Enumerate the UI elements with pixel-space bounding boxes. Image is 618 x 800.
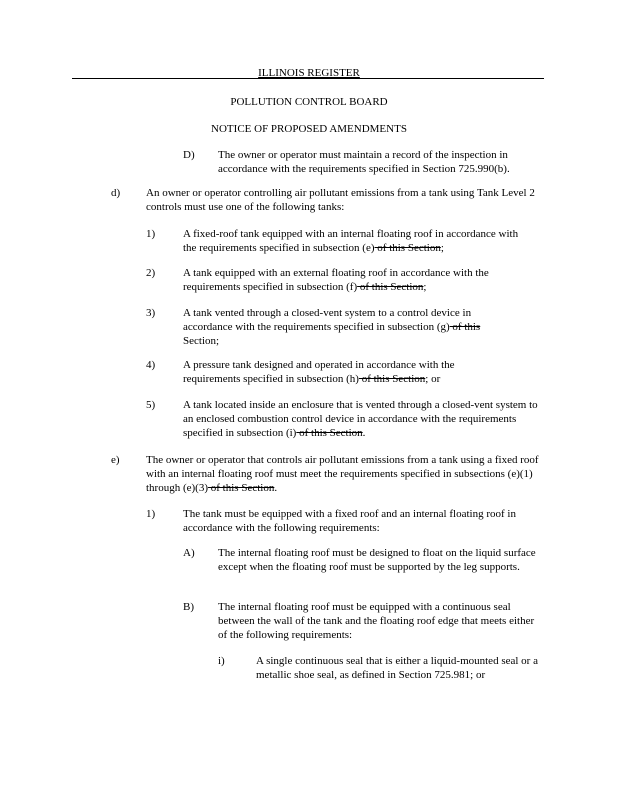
header-rule xyxy=(72,78,544,79)
item-text: A fixed-roof tank equipped with an internal floating roof in accordance with the requirements specified in subsection (e) of this Section; xyxy=(183,228,519,254)
item-text: The owner or operator that controls air pollutant emissions from a tank using a fixed roof with an internal floating roof must meet the requirements specified in subsections (e)(1) through (e)(3) of this Section. xyxy=(146,454,539,494)
notice-title: NOTICE OF PROPOSED AMENDMENTS xyxy=(211,123,407,135)
item-label: e) xyxy=(111,454,120,466)
item-label: 1) xyxy=(146,508,156,520)
item-text: A pressure tank designed and operated in accordance with the requirements specified in subsection (h) of this Section; or xyxy=(183,359,455,385)
item-label: D) xyxy=(183,149,195,161)
board-title: POLLUTION CONTROL BOARD xyxy=(230,96,388,108)
item-label: 1) xyxy=(146,228,156,240)
item-text: The internal floating roof must be designed to float on the liquid surface except when the floating roof must be supported by the leg supports. xyxy=(218,547,536,573)
register-title: ILLINOIS REGISTER xyxy=(258,67,360,79)
struck-text: of this xyxy=(449,321,481,333)
item-label: B) xyxy=(183,601,194,613)
item-label: d) xyxy=(111,187,121,199)
item-text: The owner or operator must maintain a record of the inspection in accordance with the requirements specified in Section 725.990(b). xyxy=(218,149,510,175)
item-label: 5) xyxy=(146,399,156,411)
struck-text: of this Section xyxy=(208,482,275,494)
item-text: A tank vented through a closed-vent system to a control device in accordance with the requirements specified in subsection (g) of this Section; xyxy=(183,307,481,347)
item-text: A single continuous seal that is either a liquid-mounted seal or a metallic shoe seal, as defined in Section 725.981; or xyxy=(256,655,538,681)
struck-text: of this Section xyxy=(296,427,363,439)
item-text: A tank located inside an enclosure that is vented through a closed-vent system to an enclosed combustion control device in accordance with the requirements specified in subsection (i) of this Section. xyxy=(183,399,538,439)
struck-text: of this Section xyxy=(358,373,426,385)
item-label: A) xyxy=(183,547,195,559)
item-label: 4) xyxy=(146,359,156,371)
struck-text: of this Section xyxy=(357,281,424,293)
item-label: 3) xyxy=(146,307,156,319)
item-text: The tank must be equipped with a fixed roof and an internal floating roof in accordance with the following requirements: xyxy=(183,508,516,534)
item-label: i) xyxy=(218,655,225,667)
struck-text: of this Section xyxy=(374,242,441,254)
item-text: The internal floating roof must be equipped with a continuous seal between the wall of the tank and the floating roof edge that meets either of the following requirements: xyxy=(218,601,535,641)
item-text: An owner or operator controlling air pollutant emissions from a tank using Tank Level 2 controls must use one of the following tanks: xyxy=(146,187,535,213)
item-label: 2) xyxy=(146,267,156,279)
item-text: A tank equipped with an external floating roof in accordance with the requirements specified in subsection (f) of this Section; xyxy=(183,267,489,293)
